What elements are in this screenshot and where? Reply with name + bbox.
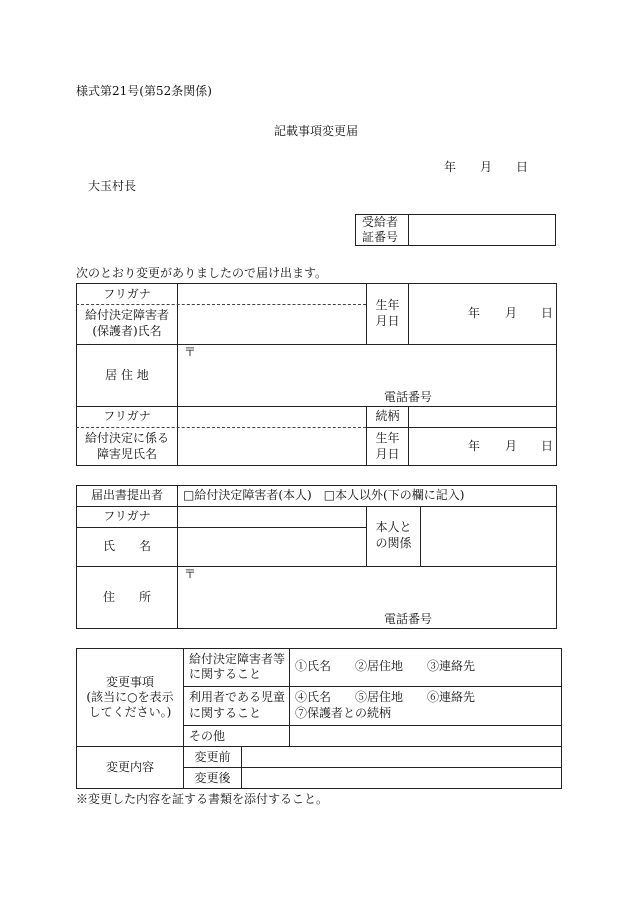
furigana-label: フリガナ — [103, 287, 151, 301]
change-content-label: 変更内容 — [105, 760, 154, 774]
submitter-label: 届出書提出者 — [90, 488, 163, 502]
after-label: 変更後 — [194, 771, 231, 785]
submitter-address-label: 住 所 — [102, 590, 151, 604]
date-year-label: 年 — [444, 160, 457, 174]
change-items-line2: (該当に○を表示 — [86, 690, 174, 704]
category1-line2: に関すること — [189, 667, 262, 681]
residence-label: 居 住 地 — [105, 368, 149, 382]
child-birth-label-line2: 月日 — [375, 447, 400, 461]
submitter-postal-mark: 〒 — [184, 567, 197, 581]
birth-label-line1: 生年 — [375, 298, 400, 312]
category2-line1: 利用者である児童 — [189, 690, 286, 704]
relation-label: 続柄 — [375, 409, 400, 423]
submitter-phone-label: 電話番号 — [384, 612, 433, 626]
intro-text: 次のとおり変更がありましたので届け出ます。 — [76, 266, 328, 280]
child-name-label-line2: 障害児氏名 — [96, 447, 157, 461]
category1-line1: 給付決定障害者等 — [189, 652, 286, 666]
change-items-line1: 変更事項 — [105, 675, 154, 689]
recipient-label-line1: 受給者 — [362, 215, 399, 229]
category1-options[interactable]: ①氏名 ②居住地 ③連絡先 — [295, 659, 476, 673]
birth-month-label: 月 — [505, 306, 518, 320]
category2-line2: に関すること — [189, 706, 262, 720]
form-title: 記載事項変更届 — [274, 124, 359, 138]
submitter-relation-line2: の関係 — [375, 536, 412, 550]
child-birth-day-label: 日 — [541, 439, 554, 453]
submitter-relation-line1: 本人と — [375, 520, 412, 534]
footnote: ※変更した内容を証する書類を添付すること。 — [76, 792, 329, 806]
category2-options-line2[interactable]: ⑦保護者との続柄 — [295, 706, 392, 720]
child-birth-year-label: 年 — [468, 439, 481, 453]
form-number: 様式第21号(第52条関係) — [76, 84, 212, 98]
change-items-line3: してください。) — [88, 705, 172, 719]
child-name-label-line1: 給付決定に係る — [84, 431, 169, 445]
child-birth-month-label: 月 — [505, 439, 518, 453]
before-label: 変更前 — [194, 750, 231, 764]
date-day-label: 日 — [516, 160, 529, 174]
submitter-furigana-label: フリガナ — [103, 509, 151, 523]
recipient-label-line2: 証番号 — [362, 230, 399, 244]
applicant-name-label-line2: (保護者)氏名 — [92, 324, 162, 338]
child-birth-label-line1: 生年 — [375, 431, 400, 445]
child-furigana-label: フリガナ — [103, 409, 151, 423]
addressee: 大玉村長 — [88, 179, 137, 193]
postal-mark: 〒 — [184, 345, 197, 359]
submitter-options[interactable]: □給付決定障害者(本人) □本人以外(下の欄に記入) — [183, 488, 465, 502]
birth-day-label: 日 — [541, 306, 554, 320]
phone-label: 電話番号 — [384, 390, 433, 404]
applicant-name-label-line1: 給付決定障害者 — [84, 308, 169, 322]
category2-options-line1[interactable]: ④氏名 ⑤居住地 ⑥連絡先 — [295, 690, 476, 704]
submitter-name-label: 氏 名 — [102, 539, 151, 553]
date-month-label: 月 — [480, 160, 493, 174]
birth-year-label: 年 — [468, 306, 481, 320]
category3-other: その他 — [189, 729, 226, 743]
birth-label-line2: 月日 — [375, 314, 400, 328]
